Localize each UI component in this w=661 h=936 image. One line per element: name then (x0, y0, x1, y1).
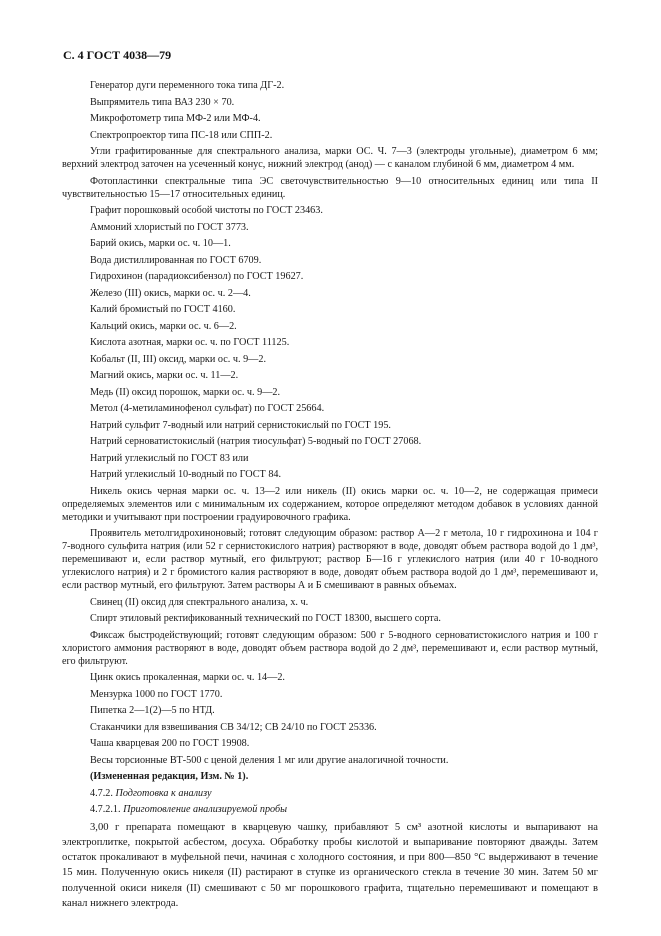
paragraph: Вода дистиллированная по ГОСТ 6709. (90, 254, 262, 266)
paragraph: Гидрохинон (парадиоксибензол) по ГОСТ 19627. (90, 271, 304, 282)
procedure-paragraph: 3,00 г препарата помещают в кварцевую чашку, прибавляют 5 см³ азотной кислоты и выпаривают на электроплитке, покрытой асбестом, досуха. Обработку пробы кислотой и выпаривание повторяют дважды. Затем остаток прокаливают в муфельной печи, начиная с холодного состояния, и при 800—850 °С выдерживают в течение 15 мин. Полученную окись никеля (II) растирают в ступке из органического стекла в течение 30 мин. Затем 50 мг полученной окиси никеля (II) смешивают с 50 мг порошкового графита, тщательно перемешивают и помещают в канал нижнего электрода. (62, 821, 598, 909)
section-heading (62, 787, 598, 800)
paragraph: Мензурка 1000 по ГОСТ 1770. (90, 688, 223, 700)
paragraph: Натрий сульфит 7-водный или натрий сернистокислый по ГОСТ 195. (90, 419, 391, 431)
paragraph: Аммоний хлористый по ГОСТ 3773. (90, 221, 249, 233)
section-title: Подготовка к анализу (115, 787, 212, 799)
paragraph: Кальций окись, марки ос. ч. 6—2. (90, 320, 237, 332)
subsection-heading (62, 803, 598, 816)
paragraph: Спирт этиловый ректификованный технический по ГОСТ 18300, высшего сорта. (90, 613, 441, 624)
paragraph: Весы торсионные ВТ-500 с ценой деления 1 мг или другие аналогичной точности. (90, 754, 449, 766)
document-body (62, 79, 598, 911)
paragraph: Фиксаж быстродействующий; готовят следующим образом: 500 г 5-водного серноватистокислого натрия и 100 г хлористого аммония растворяют в воде, доводят объем раствора водой до 2 дм³, перемешивают и, если раствор мутный, его фильтруют. (62, 629, 598, 667)
paragraph: Барий окись, марки ос. ч. 10—1. (90, 238, 231, 249)
paragraph: Микрофотометр типа МФ-2 или МФ-4. (90, 113, 261, 124)
paragraph: Выпрямитель типа ВАЗ 230 × 70. (90, 96, 235, 108)
paragraph: Спектропроектор типа ПС-18 или СПП-2. (90, 129, 273, 141)
paragraph: Натрий серноватистокислый (натрия тиосульфат) 5-водный по ГОСТ 27068. (90, 436, 422, 447)
paragraph: Кислота азотная, марки ос. ч. по ГОСТ 11125. (90, 337, 290, 348)
paragraph: Графит порошковый особой чистоты по ГОСТ 23463. (90, 205, 323, 216)
amendment-note: (Измененная редакция, Изм. № 1). (90, 771, 249, 782)
paragraph: Свинец (II) оксид для спектрального анализа, х. ч. (90, 596, 309, 608)
section-number: 4.7.2. (90, 787, 113, 799)
paragraph: Кобальт (II, III) оксид, марки ос. ч. 9—2. (90, 353, 266, 365)
paragraph: Пипетка 2—1(2)—5 по НТД. (90, 705, 215, 716)
paragraph: Калий бромистый по ГОСТ 4160. (90, 304, 236, 315)
paragraph: Угли графитированные для спектрального анализа, марки ОС. Ч. 7—3 (электроды угольные), диаметром 6 мм; верхний электрод заточен на усеченный конус, нижний электрод (анод) — с каналом глубиной 6 мм, диаметром 4 мм. (62, 146, 598, 170)
paragraph: Натрий углекислый 10-водный по ГОСТ 84. (90, 469, 282, 480)
paragraph: Чаша кварцевая 200 по ГОСТ 19908. (90, 738, 250, 749)
paragraph: Цинк окись прокаленная, марки ос. ч. 14—2. (90, 672, 285, 683)
paragraph: Стаканчики для взвешивания СВ 34/12; СВ 24/10 по ГОСТ 25336. (90, 721, 377, 733)
paragraph: Натрий углекислый по ГОСТ 83 или (90, 452, 249, 464)
paragraph: Никель окись черная марки ос. ч. 13—2 или никель (II) окись марки ос. ч. 10—2, не содержащая примеси определяемых элементов или с минимальным их содержанием, которое определяют методом добавок в условиях данной методики и учитывают при построении градуировочного графика. (62, 485, 598, 523)
paragraph: Железо (III) окись, марки ос. ч. 2—4. (90, 287, 251, 299)
subsection-title: Приготовление анализируемой пробы (123, 804, 288, 815)
paragraph: Метол (4-метиламинофенол сульфат) по ГОСТ 25664. (90, 403, 325, 414)
paragraph: Магний окись, марки ос. ч. 11—2. (90, 370, 239, 381)
paragraph: Медь (II) оксид порошок, марки ос. ч. 9—2. (90, 386, 281, 398)
page-header: С. 4 ГОСТ 4038—79 (63, 48, 172, 62)
subsection-number: 4.7.2.1. (90, 804, 121, 815)
paragraph: Генератор дуги переменного тока типа ДГ-2. (90, 80, 285, 91)
paragraph: Фотопластинки спектральные типа ЭС светочувствительностью 9—10 относительных единиц или типа II чувствительностью 15—17 относительных единиц. (62, 175, 598, 200)
paragraph: Проявитель метолгидрохиноновый; готовят следующим образом: раствор А—2 г метола, 10 г гидрохинона и 104 г 7-водного сульфита натрия (или 52 г сернистокислого натрия) растворяют в воде, доводят объем раствора водой до 1 дм³, перемешивают и, если раствор мутный, его фильтруют; раствор Б—16 г углекислого натрия (или 40 г 10-водного углекислого натрия) и 2 г бромистого калия растворяют в воде, доводят объем раствора водой до 1 дм³, перемешивают и, если раствор мутный, его фильтруют. Затем растворы А и Б смешивают в равных объемах. (62, 528, 598, 591)
